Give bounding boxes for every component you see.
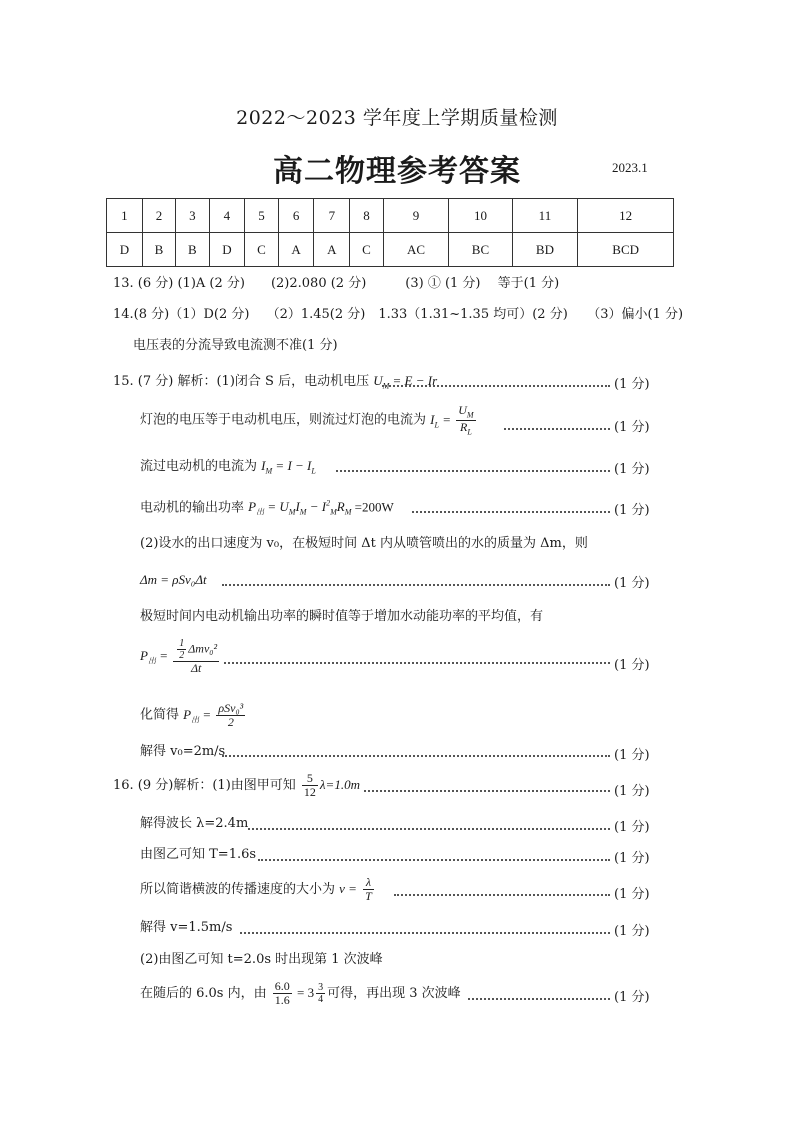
- answer-cell: B: [142, 233, 175, 267]
- score-label: (1 分): [614, 377, 650, 392]
- question-number-cell: 9: [383, 199, 449, 233]
- question-number-cell: 11: [512, 199, 578, 233]
- question-15-line-2: [140, 404, 478, 437]
- question-number-cell: 4: [209, 199, 245, 233]
- question-16-line-7: 在随后的 6.0s 内，由 $\frac{6.0}{1.6}$ = 3 $\frac{3}{4}$ 可得，再出现 3 次波峰: [140, 979, 461, 1008]
- score-label: (1 分): [614, 887, 650, 902]
- question-number-cell: 2: [142, 199, 175, 233]
- question-14-answer-line-2: 电压表的分流导致电流测不准(1 分): [133, 338, 338, 353]
- question-number-cell: 5: [245, 199, 278, 233]
- answer-cell: C: [350, 233, 383, 267]
- q16-line4-text: 所以简谐横波的传播速度的大小为: [140, 882, 336, 898]
- dot-leader: [382, 385, 610, 387]
- score-label: (1 分): [614, 784, 650, 799]
- q15-line1-text: 15. (7 分) 解析：(1)闭合 S 后，电动机电压: [113, 374, 370, 389]
- answer-cell: BCD: [578, 233, 674, 267]
- q16-line1-text: 16. (9 分)解析：(1)由图甲可知: [113, 778, 296, 794]
- question-15-line-7: 极短时间内电动机输出功率的瞬时值等于增加水动能功率的平均值，有: [140, 609, 544, 624]
- document-subtitle: 高二物理参考答案: [273, 154, 521, 189]
- answer-table-answer-row: [107, 233, 674, 267]
- question-number-cell: 8: [350, 199, 383, 233]
- score-label: (1 分): [614, 990, 650, 1005]
- dot-leader: [468, 998, 610, 1000]
- q15-line3-text: 流过电动机的电流为: [140, 459, 258, 474]
- dot-leader: [222, 584, 610, 586]
- question-16-line-4: 所以简谐横波的传播速度的大小为 v = $\frac{\lambda}{T}$: [140, 875, 372, 904]
- dot-leader: [222, 755, 610, 757]
- q15-formula-power-average: $P_出$ = $\frac{1}{2}$ Δmv₀² Δt: [140, 638, 218, 675]
- score-label: (1 分): [614, 462, 650, 477]
- score-label: (1 分): [614, 576, 650, 591]
- dot-leader: [240, 932, 610, 934]
- q15-formula-simplified: $P_出$ = $\frac{\text{ρSv₀³}}{2}$: [183, 701, 244, 730]
- dot-leader: [412, 511, 610, 513]
- answer-table: [106, 198, 674, 267]
- score-label: (1 分): [614, 420, 650, 435]
- question-number-cell: 10: [449, 199, 512, 233]
- dot-leader: [258, 859, 610, 861]
- answer-cell: BC: [449, 233, 512, 267]
- score-label: (1 分): [614, 851, 650, 866]
- score-label: (1 分): [614, 924, 650, 939]
- q15-formula-voltage: $U_M = E - Ir$: [373, 373, 438, 391]
- question-15-line-10: 解得 v₀=2m/s: [140, 744, 226, 759]
- dot-leader: [394, 894, 610, 896]
- q16-line7-text: 在随后的 6.0s 内，由: [140, 986, 267, 1002]
- answer-cell: C: [245, 233, 278, 267]
- dot-leader: [504, 428, 610, 430]
- q15-formula-output-power: $P_出 = U_MI_M - I^2_MR_M$: [248, 499, 352, 517]
- question-number-cell: 3: [176, 199, 209, 233]
- question-16-line-6: (2)由图乙可知 t=2.0s 时出现第 1 次波峰: [140, 952, 383, 967]
- question-number-cell: 12: [578, 199, 674, 233]
- score-label: (1 分): [614, 658, 650, 673]
- score-label: (1 分): [614, 820, 650, 835]
- q15-line2-text: 灯泡的电压等于电动机电压，则流过灯泡的电流为: [140, 412, 427, 428]
- question-13-answer: 13. (6 分) (1)A (2 分) (2)2.080 (2 分) (3) ① (1 分) 等于(1 分): [113, 276, 560, 291]
- answer-cell: A: [314, 233, 350, 267]
- q15-line4-text: 电动机的输出功率: [140, 500, 245, 516]
- question-15-line-5: (2)设水的出口速度为 v₀，在极短时间 Δt 内从喷管喷出的水的质量为 Δm，则: [140, 536, 588, 551]
- question-16-line-2: 解得波长 λ=2.4m: [140, 816, 249, 831]
- question-14-answer-line-1: 14.(8 分)（1）D(2 分) （2）1.45(2 分) 1.33（1.31~1.35 均可）(2 分) （3）偏小(1 分): [113, 307, 684, 322]
- dot-leader: [248, 828, 610, 830]
- question-number-cell: 6: [278, 199, 314, 233]
- question-16-line-5: 解得 v=1.5m/s: [140, 920, 233, 935]
- answer-cell: AC: [383, 233, 449, 267]
- document-date: 2023.1: [612, 160, 648, 175]
- question-16-line-1: 16. (9 分)解析：(1)由图甲可知 $\frac{5}{12}$ λ=1.0m: [113, 771, 360, 800]
- question-15-line-9: [140, 702, 247, 729]
- question-15-line-1: [113, 373, 437, 391]
- answer-cell: A: [278, 233, 314, 267]
- question-15-line-4: 电动机的输出功率 $P_出 = U_MI_M - I^2_MR_M =200W$: [140, 499, 394, 517]
- question-15-line-6: Δm = ρSv₀Δt: [140, 572, 207, 587]
- dot-leader: [224, 662, 610, 664]
- page-title: 2022～2023 学年度上学期质量检测: [236, 107, 558, 129]
- answer-cell: BD: [512, 233, 578, 267]
- q15-formula-lamp-current: $I_L$ = $\frac{U_M}{R_L}$: [430, 403, 474, 437]
- q15-formula-motor-current: $I_M = I - I_L$: [261, 458, 316, 476]
- q15-line9-text: 化简得: [140, 707, 180, 723]
- answer-cell: D: [107, 233, 143, 267]
- answer-cell: B: [176, 233, 209, 267]
- question-16-line-3: 由图乙可知 T=1.6s: [140, 847, 257, 862]
- question-number-cell: 7: [314, 199, 350, 233]
- dot-leader: [364, 790, 610, 792]
- answer-cell: D: [209, 233, 245, 267]
- dot-leader: [336, 470, 610, 472]
- question-15-line-8: [140, 638, 221, 675]
- score-label: (1 分): [614, 748, 650, 763]
- question-number-cell: 1: [107, 199, 143, 233]
- score-label: (1 分): [614, 503, 650, 518]
- answer-table-number-row: [107, 199, 674, 233]
- question-15-line-3: [140, 458, 316, 476]
